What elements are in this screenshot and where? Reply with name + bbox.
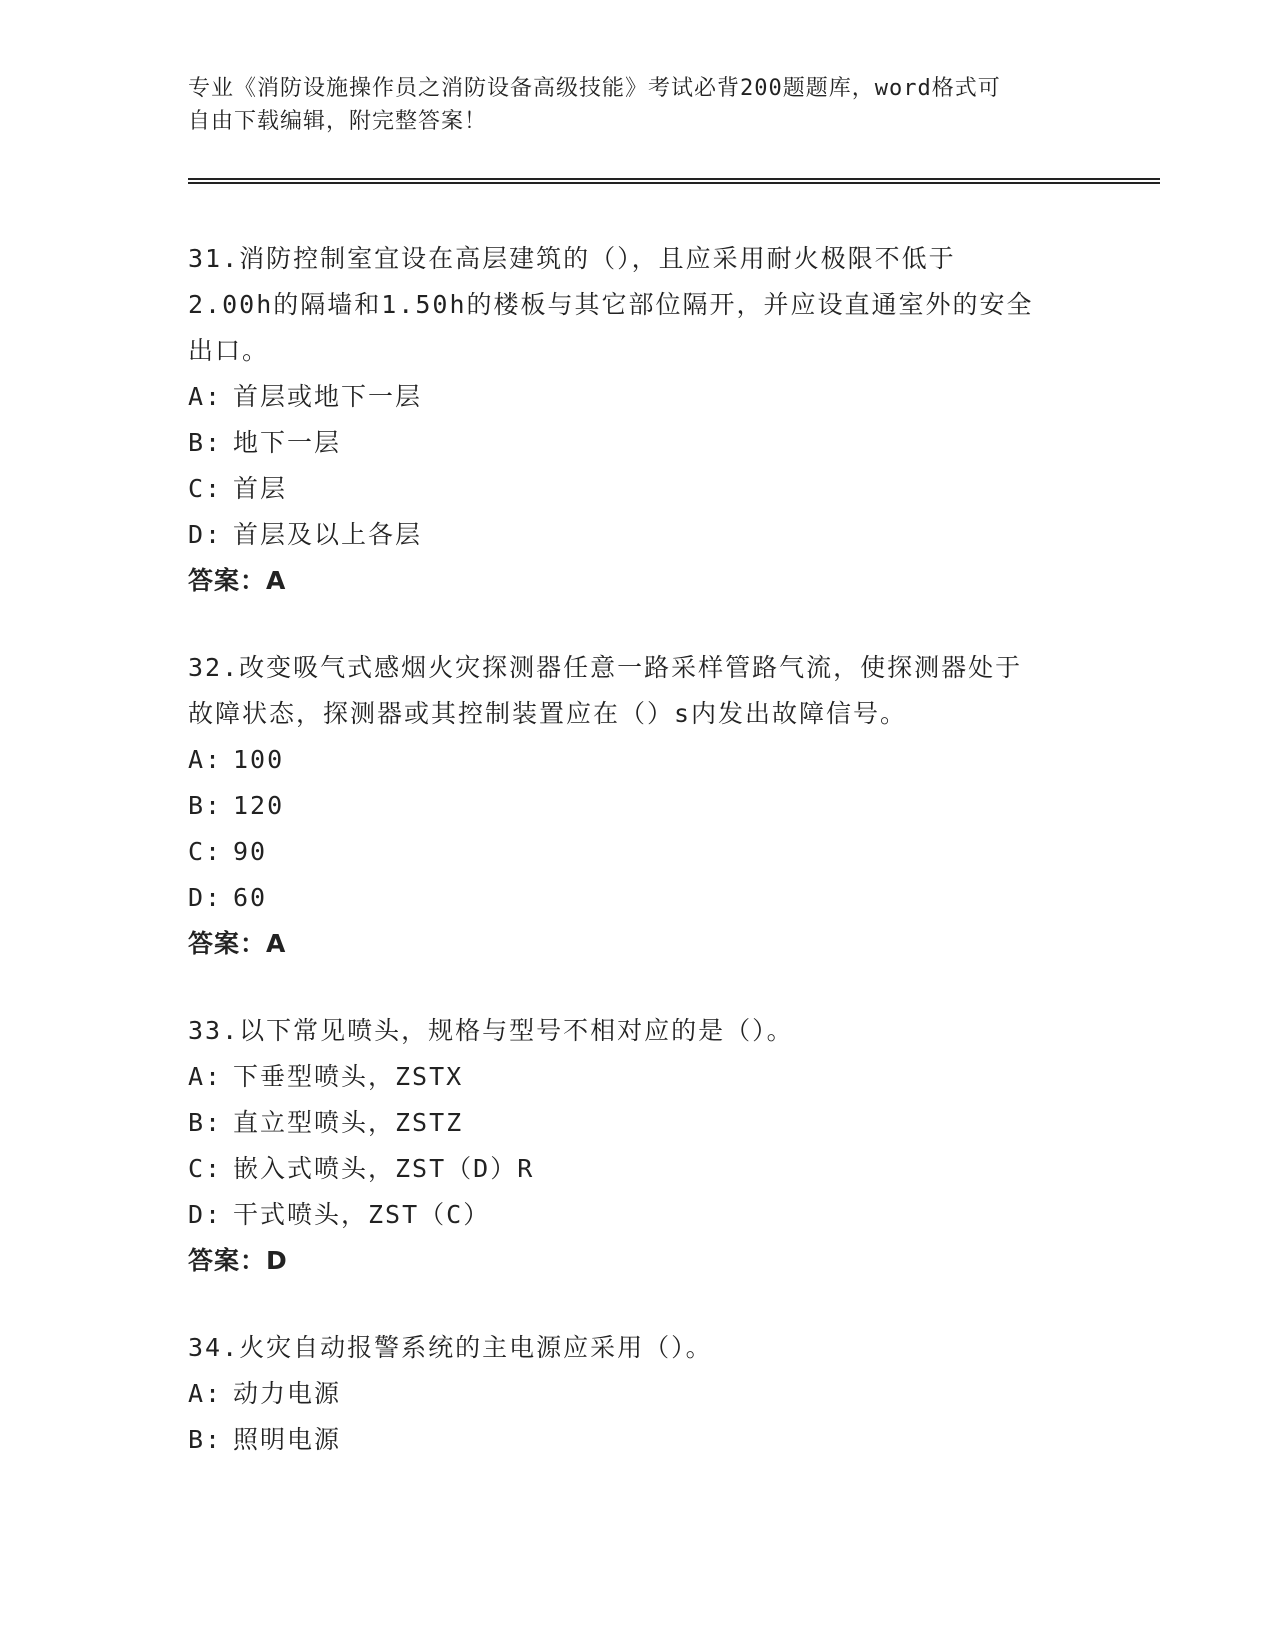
answer-line: 答案：A xyxy=(188,566,287,595)
option-letter: D: xyxy=(188,520,223,549)
option-letter: D: xyxy=(188,1200,223,1229)
option-c xyxy=(188,1146,1088,1192)
answer-line: 答案：D xyxy=(188,1246,288,1275)
option-b xyxy=(188,1417,1088,1463)
option-text: 下垂型喷头，ZSTX xyxy=(233,1062,464,1091)
option-a xyxy=(188,1054,1088,1100)
option-a xyxy=(188,737,1088,783)
header-line-2: 自由下载编辑，附完整答案！ xyxy=(188,109,488,134)
question-stem-line: 2.00h的隔墙和1.50h的楼板与其它部位隔开，并应设直通室外的安全 xyxy=(188,290,1034,319)
option-d xyxy=(188,875,1088,921)
question-stem-line: 31.消防控制室宜设在高层建筑的（），且应采用耐火极限不低于 xyxy=(188,244,956,273)
question-32 xyxy=(188,645,1088,967)
answer-line: 答案：A xyxy=(188,929,287,958)
option-letter: A: xyxy=(188,1062,223,1091)
option-text: 60 xyxy=(233,883,268,912)
question-stem-line: 出口。 xyxy=(188,336,270,365)
option-c xyxy=(188,466,1088,512)
option-letter: B: xyxy=(188,1108,223,1137)
option-text: 首层或地下一层 xyxy=(233,382,423,411)
option-letter: A: xyxy=(188,745,223,774)
option-b xyxy=(188,1100,1088,1146)
question-list xyxy=(188,236,1088,1504)
option-text: 嵌入式喷头，ZST（D）R xyxy=(233,1154,535,1183)
question-stem-line: 34.火灾自动报警系统的主电源应采用（）。 xyxy=(188,1333,713,1362)
document-header xyxy=(188,72,1088,138)
option-text: 首层 xyxy=(233,474,288,503)
header-line-1: 专业《消防设施操作员之消防设备高级技能》考试必背200题题库，word格式可 xyxy=(188,76,1001,101)
option-letter: C: xyxy=(188,1154,223,1183)
option-d xyxy=(188,1192,1088,1238)
option-letter: C: xyxy=(188,474,223,503)
option-b xyxy=(188,783,1088,829)
option-text: 照明电源 xyxy=(233,1425,342,1454)
option-letter: B: xyxy=(188,791,223,820)
option-a xyxy=(188,374,1088,420)
option-a xyxy=(188,1371,1088,1417)
option-text: 首层及以上各层 xyxy=(233,520,423,549)
option-letter: B: xyxy=(188,428,223,457)
option-letter: B: xyxy=(188,1425,223,1454)
option-text: 100 xyxy=(233,745,285,774)
option-text: 120 xyxy=(233,791,285,820)
option-letter: C: xyxy=(188,837,223,866)
question-33 xyxy=(188,1008,1088,1284)
option-text: 直立型喷头，ZSTZ xyxy=(233,1108,464,1137)
question-stem-line: 33.以下常见喷头，规格与型号不相对应的是（）。 xyxy=(188,1016,794,1045)
option-letter: A: xyxy=(188,1379,223,1408)
option-letter: A: xyxy=(188,382,223,411)
question-31 xyxy=(188,236,1088,604)
option-letter: D: xyxy=(188,883,223,912)
option-text: 动力电源 xyxy=(233,1379,342,1408)
header-divider xyxy=(188,178,1160,184)
option-text: 干式喷头，ZST（C） xyxy=(233,1200,491,1229)
option-b xyxy=(188,420,1088,466)
question-stem-line: 故障状态，探测器或其控制装置应在（）s内发出故障信号。 xyxy=(188,699,908,728)
option-c xyxy=(188,829,1088,875)
question-stem-line: 32.改变吸气式感烟火灾探测器任意一路采样管路气流，使探测器处于 xyxy=(188,653,1023,682)
option-d xyxy=(188,512,1088,558)
option-text: 90 xyxy=(233,837,268,866)
question-34 xyxy=(188,1325,1088,1463)
option-text: 地下一层 xyxy=(233,428,342,457)
